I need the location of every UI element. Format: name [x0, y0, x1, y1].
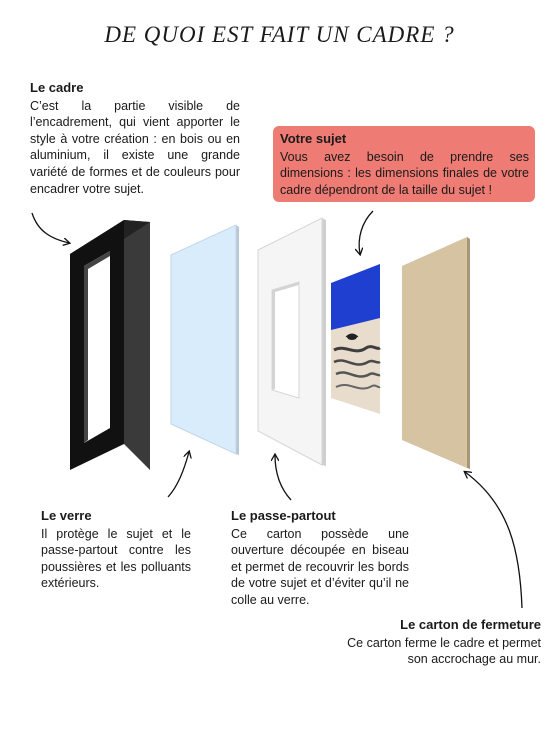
backing-layer [402, 237, 470, 469]
arrow-passe-partout [275, 455, 291, 500]
verre-heading: Le verre [41, 508, 92, 523]
artwork-layer [331, 264, 380, 414]
carton-text: Ce carton ferme le cadre et permet son accrochage au mur. [347, 635, 541, 667]
mat-layer [258, 218, 326, 466]
glass-layer [171, 225, 239, 455]
passe-partout-heading: Le passe-partout [231, 508, 336, 523]
frame-layer [70, 220, 150, 470]
cadre-text: C’est la partie visible de l’encadrement, qui vient apporter le style à votre création : en bois ou en aluminium, il existe une grande variété de formes et de couleurs pour encadrer votre sujet. [30, 98, 240, 196]
sujet-text: Vous avez besoin de prendre ses dimensions : les dimensions finales de votre cadre dépendront de la taille du sujet ! [280, 149, 529, 197]
arrow-verre [168, 452, 189, 497]
verre-text: Il protège le sujet et le passe-partout contre les poussières et les polluants extérieurs. [41, 526, 191, 591]
arrow-carton [465, 472, 522, 608]
passe-partout-text: Ce carton possède une ouverture découpée en biseau et permet de recouvrir les bords de votre sujet et d’éviter qu’il ne colle au verre. [231, 526, 409, 607]
page-title: DE QUOI EST FAIT UN CADRE ? [104, 22, 455, 47]
arrow-sujet [359, 211, 373, 254]
sujet-heading: Votre sujet [280, 131, 347, 146]
cadre-heading: Le cadre [30, 80, 84, 95]
arrow-cadre [32, 213, 69, 243]
carton-heading: Le carton de fermeture [400, 617, 541, 632]
